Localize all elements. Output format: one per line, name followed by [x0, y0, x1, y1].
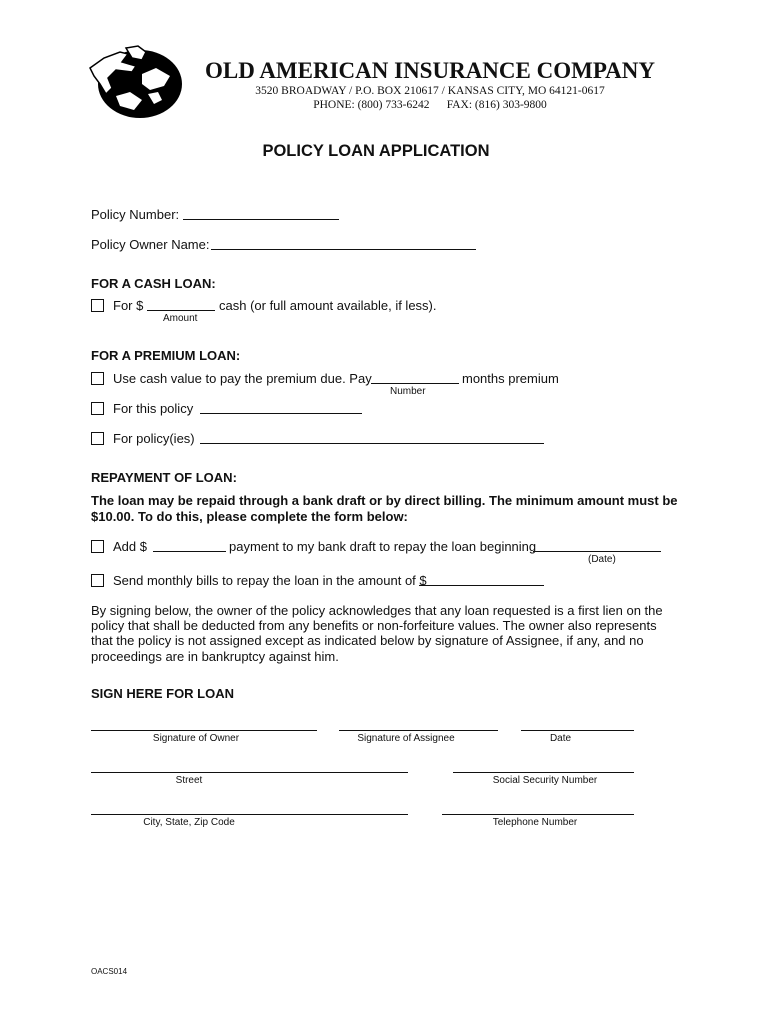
policy-number-label: Policy Number: [91, 207, 180, 222]
ssn-field[interactable] [453, 772, 634, 773]
disclaimer-line1: By signing below, the owner of the policy acknowledges that any loan requested is a first lien on the [91, 603, 663, 618]
street-field[interactable] [91, 772, 408, 773]
telephone-caption: Telephone Number [492, 817, 578, 828]
repayment-heading: REPAYMENT OF LOAN: [91, 470, 237, 485]
policies-checkbox[interactable] [91, 432, 104, 445]
policies-field[interactable] [200, 443, 544, 444]
sign-date-caption: Date [549, 733, 572, 744]
add-label: Add $ [113, 539, 147, 554]
assignee-signature-field[interactable] [339, 730, 498, 731]
owner-signature-field[interactable] [91, 730, 317, 731]
telephone-field[interactable] [442, 814, 634, 815]
this-policy-label: For this policy [113, 401, 194, 416]
form-code: OACS014 [91, 967, 128, 976]
use-cash-value-checkbox[interactable] [91, 372, 104, 385]
months-premium-text: months premium [462, 371, 559, 386]
cash-loan-for-label: For $ [113, 298, 144, 313]
company-name: OLD AMERICAN INSURANCE COMPANY [205, 58, 655, 83]
eagle-logo-icon [86, 44, 186, 120]
months-number-field[interactable] [371, 383, 459, 384]
cash-amount-field[interactable] [147, 310, 215, 311]
ssn-caption: Social Security Number [492, 775, 598, 786]
cash-loan-heading: FOR A CASH LOAN: [91, 276, 216, 291]
this-policy-checkbox[interactable] [91, 402, 104, 415]
owner-signature-caption: Signature of Owner [152, 733, 240, 744]
use-cash-value-text: Use cash value to pay the premium due. Pay [113, 371, 372, 386]
company-logo [86, 44, 186, 120]
disclaimer-line2: policy that shall be deducted from any benefits or non-forfeiture values. The owner also represents [91, 618, 657, 633]
street-caption: Street [175, 775, 203, 786]
cash-loan-text: cash (or full amount available, if less). [219, 298, 437, 313]
policy-number-field[interactable] [183, 219, 339, 220]
disclaimer-line4: proceedings are in bankruptcy against him. [91, 649, 339, 664]
monthly-bills-text: Send monthly bills to repay the loan in the amount of $ [113, 573, 427, 588]
bank-draft-checkbox[interactable] [91, 540, 104, 553]
this-policy-field[interactable] [200, 413, 362, 414]
number-caption: Number [390, 386, 426, 397]
cash-loan-checkbox[interactable] [91, 299, 104, 312]
date-caption: (Date) [588, 554, 616, 565]
repayment-text-line1: The loan may be repaid through a bank draft or by direct billing. The minimum amount must be [91, 493, 678, 508]
assignee-signature-caption: Signature of Assignee [357, 733, 455, 744]
bank-draft-amount-field[interactable] [153, 551, 226, 552]
sign-heading: SIGN HERE FOR LOAN [91, 686, 235, 701]
premium-loan-heading: FOR A PREMIUM LOAN: [91, 348, 241, 363]
bank-draft-text: payment to my bank draft to repay the loan beginning [229, 539, 537, 554]
policies-label: For policy(ies) [113, 431, 195, 446]
monthly-bills-checkbox[interactable] [91, 574, 104, 587]
city-state-zip-field[interactable] [91, 814, 408, 815]
amount-caption: Amount [163, 313, 198, 324]
company-address: 3520 BROADWAY / P.O. BOX 210617 / KANSAS CITY, MO 64121-0617 [255, 85, 605, 97]
disclaimer-line3: that the policy is not assigned except as indicated below by signature of Assignee, if any, and no [91, 633, 644, 648]
company-phone-fax: PHONE: (800) 733-6242 FAX: (816) 303-9800 [313, 99, 547, 111]
policy-owner-field[interactable] [211, 249, 476, 250]
sign-date-field[interactable] [521, 730, 634, 731]
policy-owner-label: Policy Owner Name: [91, 237, 210, 252]
city-state-zip-caption: City, State, Zip Code [143, 817, 235, 828]
monthly-bills-amount-field[interactable] [419, 585, 544, 586]
page-title: POLICY LOAN APPLICATION [262, 142, 490, 160]
bank-draft-date-field[interactable] [533, 551, 661, 552]
repayment-text-line2: $10.00. To do this, please complete the form below: [91, 509, 408, 524]
